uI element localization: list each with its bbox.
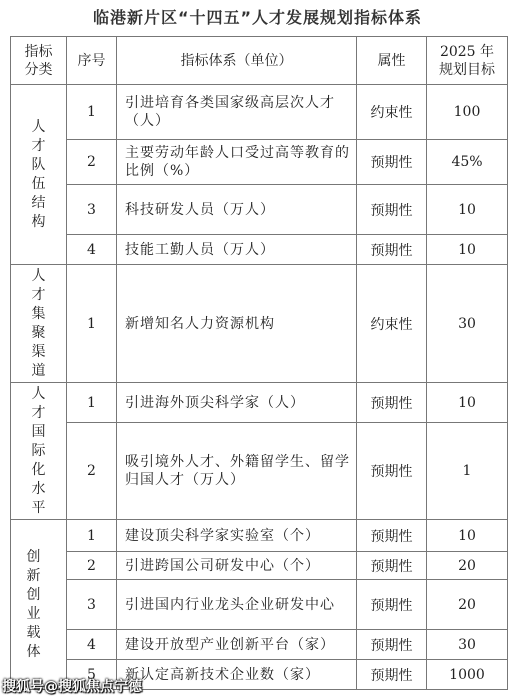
row-indicator: 引进跨国公司研发中心（个） — [117, 552, 357, 580]
row-indicator: 新增知名人力资源机构 — [117, 265, 357, 383]
row-indicator: 吸引境外人才、外籍留学生、留学归国人才（万人） — [117, 423, 357, 520]
category-internationalization: 人才国际化水平 — [11, 383, 67, 520]
row-number: 4 — [67, 235, 117, 265]
row-attribute: 预期性 — [357, 630, 427, 660]
table-row — [11, 580, 508, 630]
header-row — [11, 37, 508, 85]
row-target: 20 — [427, 580, 508, 630]
table-row — [11, 235, 508, 265]
table-row — [11, 265, 508, 383]
category-talent-channels: 人才集聚渠道 — [11, 265, 67, 383]
row-number: 3 — [67, 185, 117, 235]
row-attribute: 约束性 — [357, 265, 427, 383]
row-attribute: 约束性 — [357, 85, 427, 140]
row-attribute: 预期性 — [357, 235, 427, 265]
header-category: 指标分类 — [11, 37, 67, 85]
indicator-table — [10, 36, 508, 690]
row-target: 1000 — [427, 660, 508, 690]
header-target: 2025 年规划目标 — [427, 37, 508, 85]
row-target: 10 — [427, 520, 508, 552]
row-indicator: 科技研发人员（万人） — [117, 185, 357, 235]
table-row — [11, 630, 508, 660]
header-indicator: 指标体系（单位） — [117, 37, 357, 85]
row-target: 30 — [427, 265, 508, 383]
table-row — [11, 140, 508, 185]
row-target: 100 — [427, 85, 508, 140]
table-row — [11, 85, 508, 140]
row-target: 20 — [427, 552, 508, 580]
row-indicator: 引进国内行业龙头企业研发中心 — [117, 580, 357, 630]
table-title: 临港新片区“十四五”人才发展规划指标体系 — [92, 8, 423, 27]
row-indicator: 新认定高新技术企业数（家） — [117, 660, 357, 690]
row-target: 45% — [427, 140, 508, 185]
row-number: 1 — [67, 383, 117, 423]
row-number: 2 — [67, 140, 117, 185]
row-indicator: 主要劳动年龄人口受过高等教育的比例（%） — [117, 140, 357, 185]
row-target: 10 — [427, 383, 508, 423]
row-number: 1 — [67, 265, 117, 383]
row-attribute: 预期性 — [357, 520, 427, 552]
row-indicator: 引进培育各类国家级高层次人才（人） — [117, 85, 357, 140]
row-attribute: 预期性 — [357, 660, 427, 690]
row-indicator: 引进海外顶尖科学家（人） — [117, 383, 357, 423]
row-attribute: 预期性 — [357, 185, 427, 235]
table-row — [11, 423, 508, 520]
table-row — [11, 520, 508, 552]
category-innovation-platforms: 创新创业载体 — [11, 520, 67, 690]
row-attribute: 预期性 — [357, 140, 427, 185]
row-number: 1 — [67, 85, 117, 140]
row-number: 2 — [67, 423, 117, 520]
row-number: 3 — [67, 580, 117, 630]
row-number: 5 — [67, 660, 117, 690]
row-attribute: 预期性 — [357, 552, 427, 580]
row-number: 4 — [67, 630, 117, 660]
row-indicator: 建设顶尖科学家实验室（个） — [117, 520, 357, 552]
category-workforce-structure: 人才队伍结构 — [11, 85, 67, 265]
table-row — [11, 552, 508, 580]
row-target: 1 — [427, 423, 508, 520]
row-number: 2 — [67, 552, 117, 580]
row-attribute: 预期性 — [357, 580, 427, 630]
row-target: 10 — [427, 185, 508, 235]
row-target: 10 — [427, 235, 508, 265]
row-target: 30 — [427, 630, 508, 660]
table-row — [11, 383, 508, 423]
row-indicator: 建设开放型产业创新平台（家） — [117, 630, 357, 660]
row-number: 1 — [67, 520, 117, 552]
row-attribute: 预期性 — [357, 423, 427, 520]
header-attribute: 属性 — [357, 37, 427, 85]
row-indicator: 技能工勤人员（万人） — [117, 235, 357, 265]
row-attribute: 预期性 — [357, 383, 427, 423]
watermark: 搜狐号@搜狐焦点宁德 — [2, 679, 142, 695]
table-row — [11, 185, 508, 235]
header-number: 序号 — [67, 37, 117, 85]
